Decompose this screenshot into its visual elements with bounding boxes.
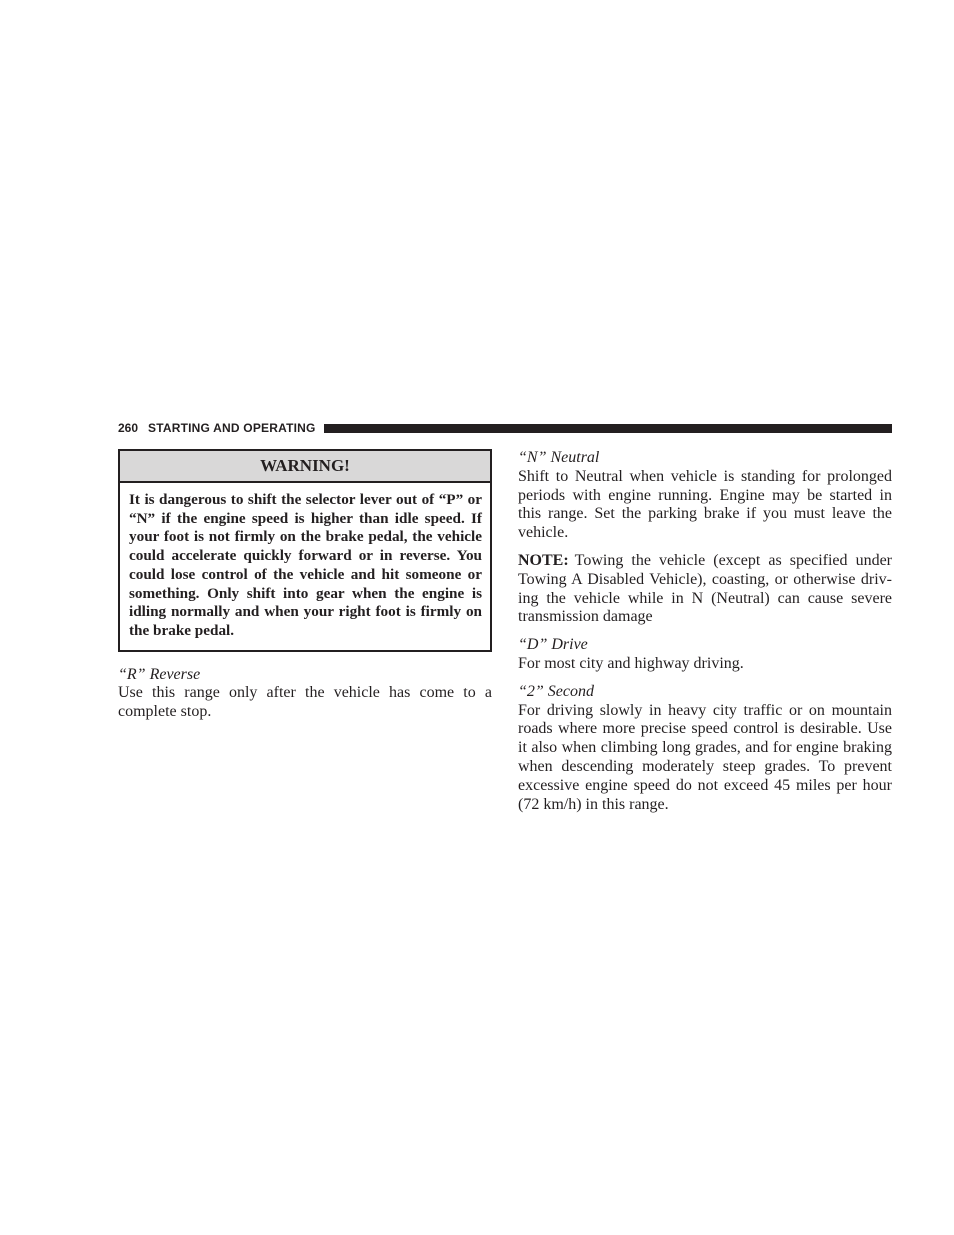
- second-text: For driving slowly in heavy city traffic or on mountain roads where more precise speed control is desirable. Use it also when climbing long grades, and for engine braking when descending moderately steep grades. To prevent excessive engine speed do not exceed 45 miles per hour (72 km/h) in this range.: [518, 701, 892, 813]
- page-number: 260: [118, 421, 139, 435]
- reverse-section: [118, 666, 492, 722]
- note-section: [518, 552, 892, 627]
- neutral-text: Shift to Neutral when vehicle is standing for prolonged periods with engine running. Engine may be started in this range. Set the parking brake if you must leave the vehicle.: [518, 467, 892, 542]
- warning-title: WARNING!: [120, 451, 490, 483]
- drive-text: For most city and highway driving.: [518, 654, 744, 672]
- reverse-text: Use this range only after the vehicle has come to a complete stop.: [118, 684, 492, 721]
- note-text: Towing the vehicle (except as specified under Towing A Disabled Vehicle), coasting, or otherwise driving the vehicle while in N (Neutral) can cause severe transmission damage: [518, 551, 892, 626]
- left-column: [118, 449, 492, 722]
- second-heading: “2” Second: [518, 682, 594, 700]
- section-title: STARTING AND OPERATING: [148, 421, 316, 435]
- neutral-section: [518, 449, 892, 543]
- header-rule: [324, 424, 892, 433]
- drive-section: [518, 636, 892, 674]
- second-section: [518, 683, 892, 815]
- note-paragraph: [518, 552, 892, 627]
- right-column: [518, 449, 892, 823]
- page-header: [118, 420, 892, 436]
- reverse-heading: “R” Reverse: [118, 665, 201, 683]
- warning-box: [118, 449, 492, 652]
- warning-body: It is dangerous to shift the selector lever out of “P” or “N” if the engine speed is higher than idle speed. If your foot is not firmly on the brake pedal, the vehicle could accelerate quickly forward or in reverse. You could lose control of the vehicle and hit someone or something. Only shift into gear when the engine is idling normally and when your right foot is firmly on the brake pedal.: [129, 491, 482, 639]
- neutral-heading: “N” Neutral: [518, 449, 600, 466]
- note-label: NOTE:: [518, 551, 569, 569]
- drive-heading: “D” Drive: [518, 636, 588, 654]
